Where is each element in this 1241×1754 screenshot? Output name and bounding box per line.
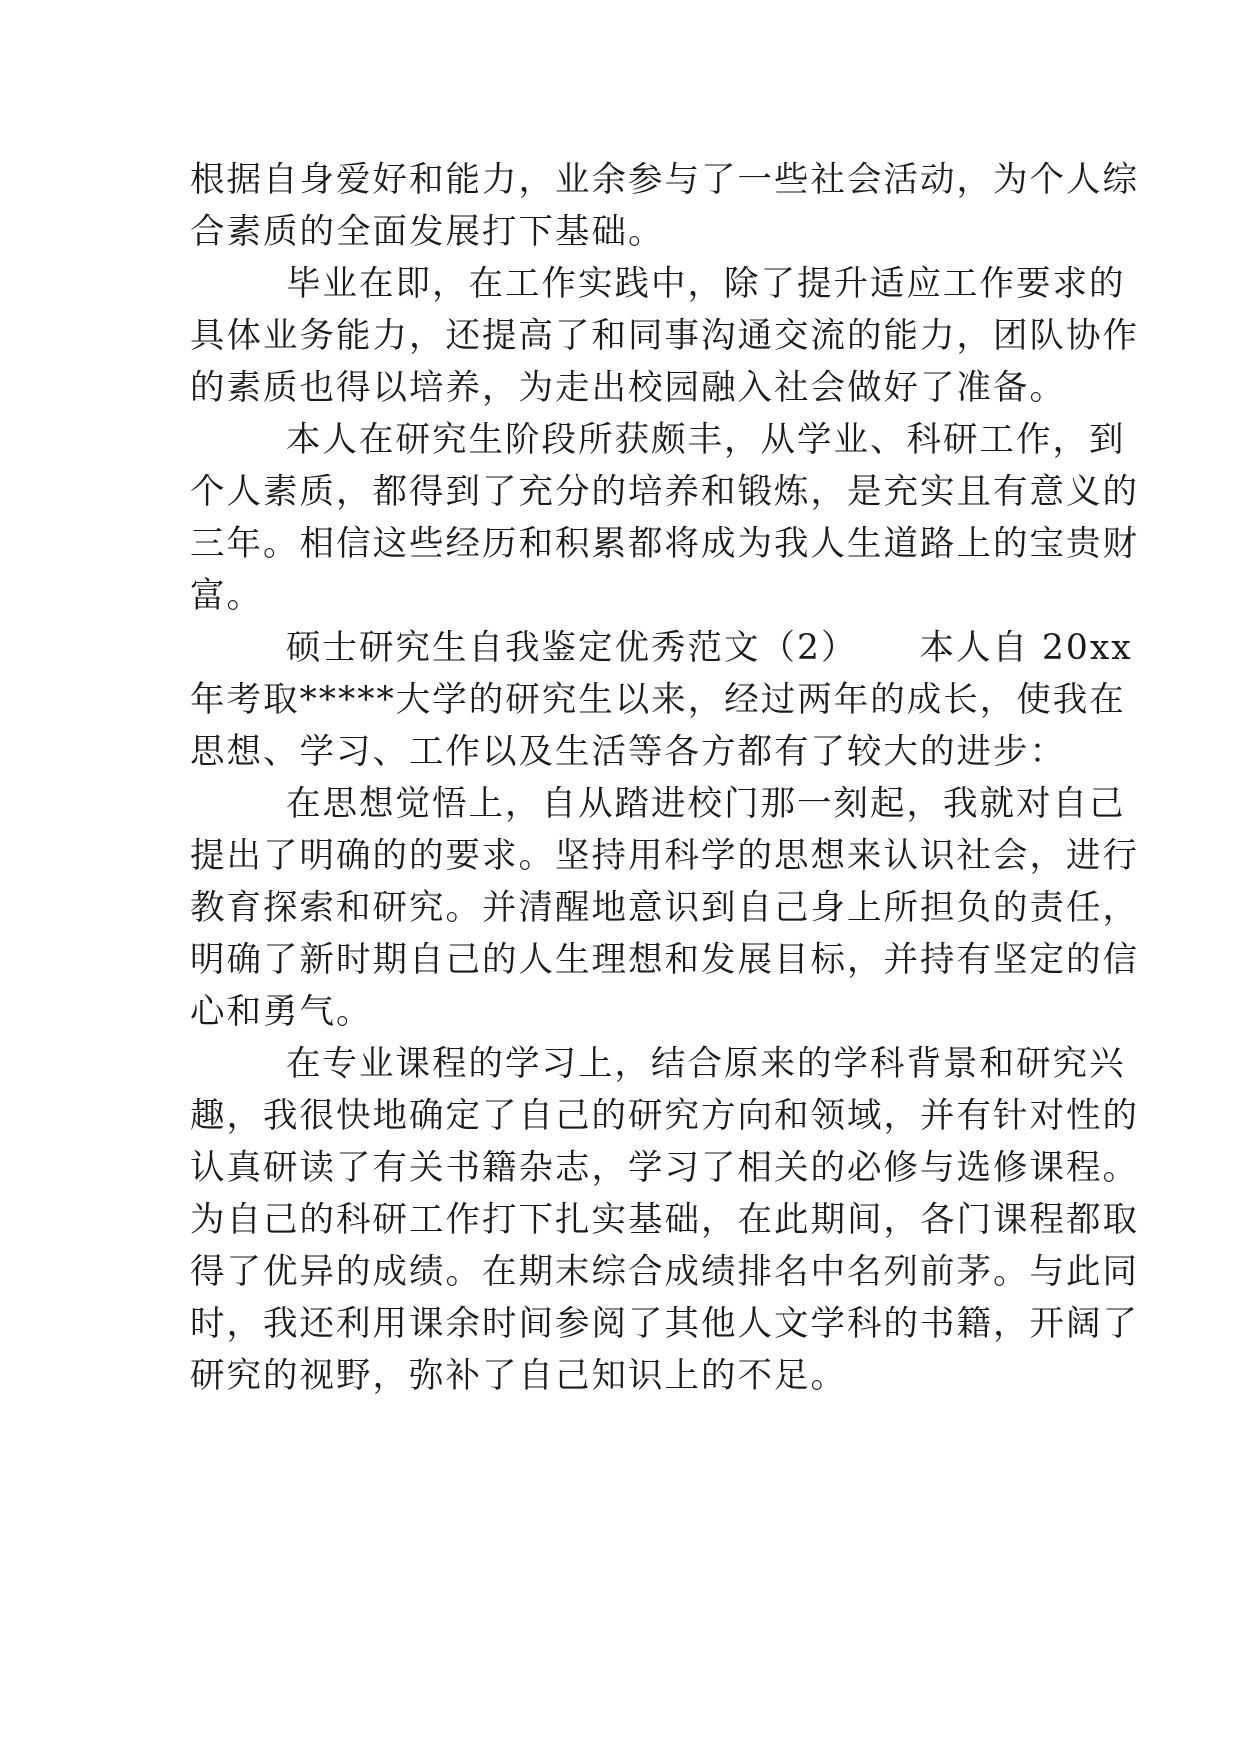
text-line: 年考取*****大学的研究生以来，经过两年的成长，使我在 <box>190 680 1126 720</box>
text-line: 毕业在即，在工作实践中，除了提升适应工作要求的 <box>286 264 1126 304</box>
text-line: 合素质的全面发展打下基础。 <box>190 212 665 252</box>
text-line: 的素质也得以培养，为走出校园融入社会做好了准备。 <box>190 368 1066 408</box>
text-line: 富。 <box>190 576 263 616</box>
text-line: 思想、学习、工作以及生活等各方都有了较大的进步： <box>190 732 1066 772</box>
text-line: 在思想觉悟上，自从踏进校门那一刻起，我就对自己 <box>286 784 1126 824</box>
text-line: 为自己的科研工作打下扎实基础，在此期间，各门课程都取 <box>190 1200 1139 1240</box>
text-line: 得了优异的成绩。在期末综合成绩排名中名列前茅。与此同 <box>190 1252 1139 1292</box>
text-line: 心和勇气。 <box>190 992 373 1032</box>
text-line: 在专业课程的学习上，结合原来的学科背景和研究兴 <box>286 1044 1126 1084</box>
text-line: 三年。相信这些经历和积累都将成为我人生道路上的宝贵财 <box>190 524 1139 564</box>
section-title: 硕士研究生自我鉴定优秀范文（2） <box>286 628 858 668</box>
text-line: 提出了明确的的要求。坚持用科学的思想来认识社会，进行 <box>190 836 1139 876</box>
text-line: 教育探索和研究。并清醒地意识到自己身上所担负的责任， <box>190 888 1139 928</box>
section-heading-line <box>286 628 1133 668</box>
text-line: 时，我还利用课余时间参阅了其他人文学科的书籍，开阔了 <box>190 1304 1139 1344</box>
text-line: 认真研读了有关书籍杂志，学习了相关的必修与选修课程。 <box>190 1148 1139 1188</box>
text-line: 个人素质，都得到了充分的培养和锻炼，是充实且有意义的 <box>190 472 1139 512</box>
text-line: 趣，我很快地确定了自己的研究方向和领域，并有针对性的 <box>190 1096 1139 1136</box>
text-line: 具体业务能力，还提高了和同事沟通交流的能力，团队协作 <box>190 316 1139 356</box>
text-line: 根据自身爱好和能力，业余参与了一些社会活动，为个人综 <box>190 160 1139 200</box>
text-line: 明确了新时期自己的人生理想和发展目标，并持有坚定的信 <box>190 940 1139 980</box>
text-line: 研究的视野，弥补了自己知识上的不足。 <box>190 1356 847 1396</box>
text-line: 本人在研究生阶段所获颇丰，从学业、科研工作，到 <box>286 420 1126 460</box>
text-fragment: 本人自 20xx <box>919 628 1133 668</box>
